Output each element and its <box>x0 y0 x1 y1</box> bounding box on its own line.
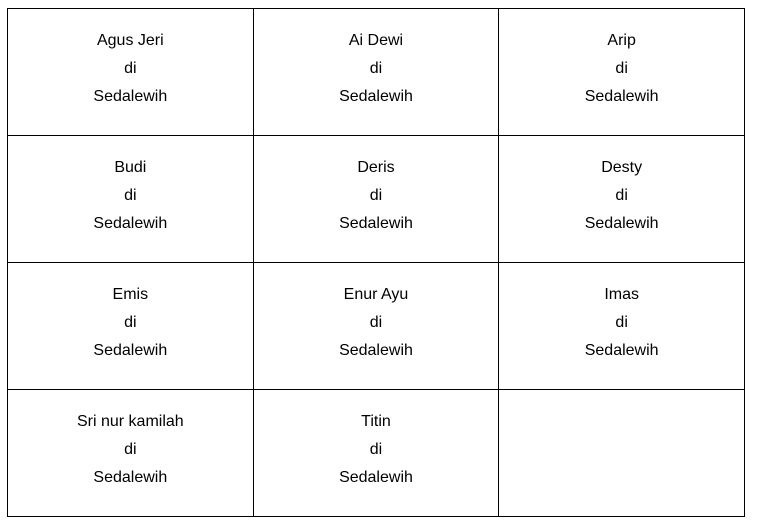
address-label-grid <box>7 8 745 517</box>
recipient-name: Agus Jeri <box>96 32 164 49</box>
recipient-name: Enur Ayu <box>343 286 409 303</box>
address-label <box>254 263 499 365</box>
address-label <box>254 390 499 492</box>
address-label <box>499 136 744 238</box>
recipient-name: Budi <box>114 159 147 176</box>
place-name: Sedalewih <box>93 469 168 486</box>
address-label-cell <box>8 390 254 517</box>
address-label-cell <box>253 136 499 263</box>
place-name: Sedalewih <box>584 342 659 359</box>
preposition: di <box>124 314 137 331</box>
address-label-cell <box>8 263 254 390</box>
empty-label-cell <box>499 390 745 517</box>
address-label-cell <box>8 9 254 136</box>
label-row <box>8 9 745 136</box>
address-label <box>8 136 253 238</box>
label-row <box>8 136 745 263</box>
preposition: di <box>369 60 383 77</box>
address-label <box>254 136 499 238</box>
place-name: Sedalewih <box>584 215 659 232</box>
place-name: Sedalewih <box>93 215 168 232</box>
preposition: di <box>124 441 137 458</box>
place-name: Sedalewih <box>339 215 413 232</box>
address-label <box>8 9 253 111</box>
preposition: di <box>615 314 628 331</box>
preposition: di <box>615 60 628 77</box>
address-label-cell <box>499 9 745 136</box>
preposition: di <box>369 441 383 458</box>
address-label <box>8 263 253 365</box>
place-name: Sedalewih <box>339 469 413 486</box>
preposition: di <box>124 187 137 204</box>
label-row <box>8 390 745 517</box>
address-label-cell <box>499 136 745 263</box>
address-label-cell <box>499 263 745 390</box>
address-label <box>254 9 499 111</box>
place-name: Sedalewih <box>584 88 659 105</box>
recipient-name: Imas <box>604 286 639 303</box>
place-name: Sedalewih <box>93 88 168 105</box>
address-label-cell <box>253 263 499 390</box>
preposition: di <box>369 187 383 204</box>
recipient-name: Deris <box>357 159 395 176</box>
place-name: Sedalewih <box>93 342 168 359</box>
recipient-name: Desty <box>601 159 643 176</box>
address-label-cell <box>8 136 254 263</box>
address-label-cell <box>253 390 499 517</box>
recipient-name: Titin <box>361 413 391 430</box>
label-row <box>8 263 745 390</box>
recipient-name: Sri nur kamilah <box>76 413 184 430</box>
address-label <box>499 263 744 365</box>
address-label <box>8 390 253 492</box>
place-name: Sedalewih <box>339 342 413 359</box>
address-label-cell <box>253 9 499 136</box>
preposition: di <box>124 60 137 77</box>
recipient-name: Arip <box>607 32 636 49</box>
recipient-name: Ai Dewi <box>348 32 404 49</box>
preposition: di <box>369 314 383 331</box>
place-name: Sedalewih <box>339 88 413 105</box>
recipient-name: Emis <box>112 286 149 303</box>
preposition: di <box>615 187 628 204</box>
address-label <box>499 9 744 111</box>
